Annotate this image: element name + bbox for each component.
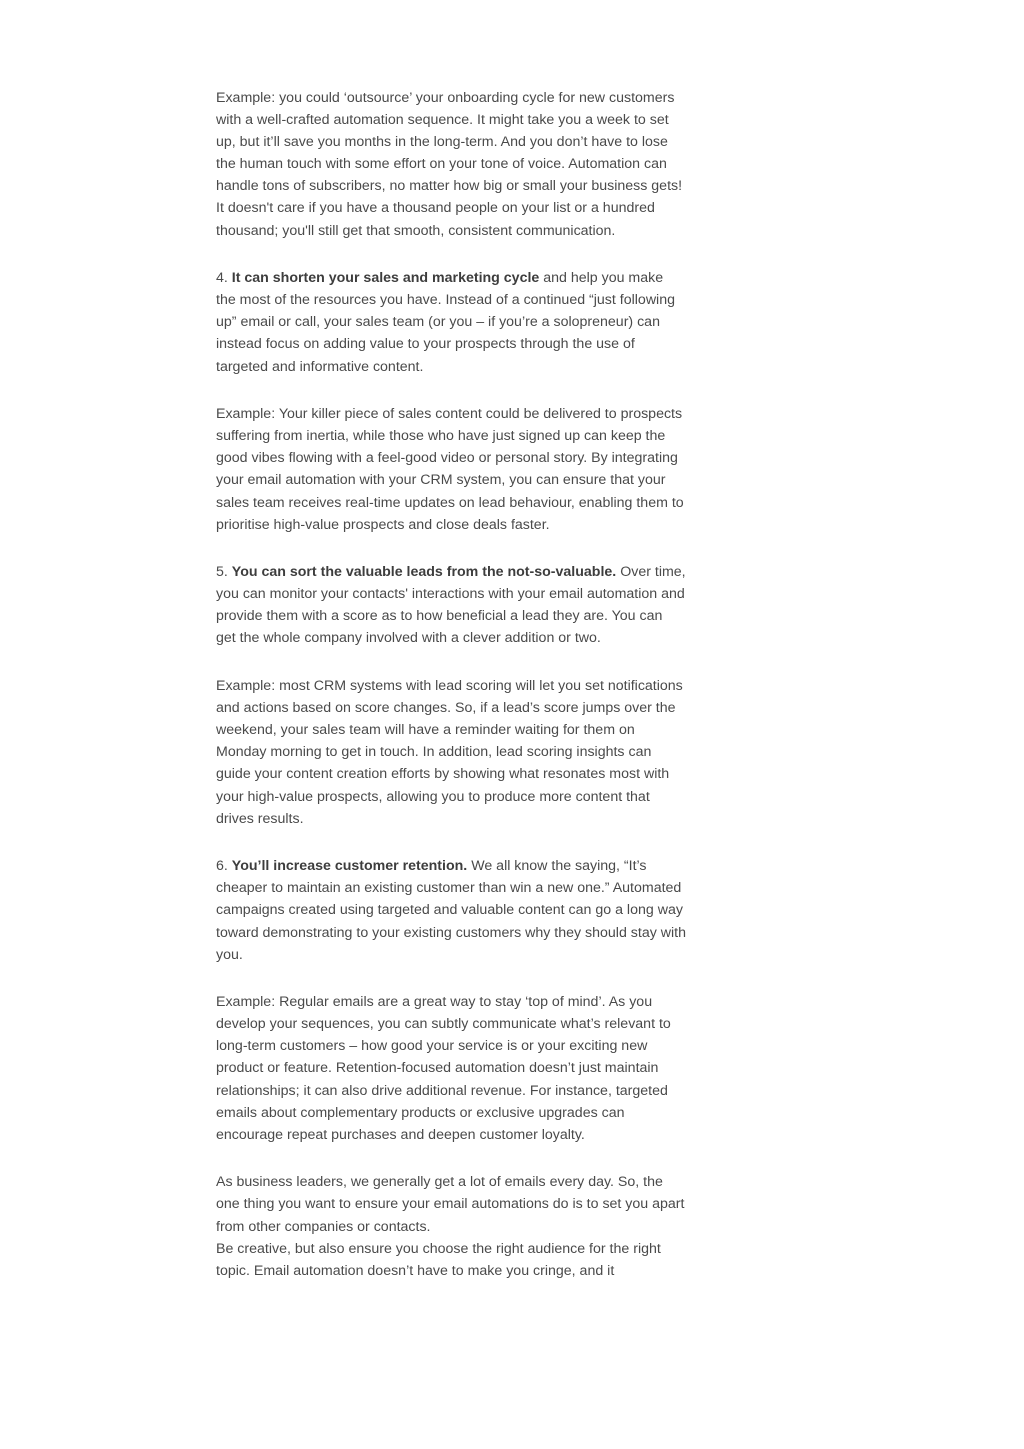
paragraph-retention-example (216, 991, 686, 1146)
paragraph-point-4 (216, 267, 686, 377)
list-number: 4. (216, 270, 232, 287)
document-body (216, 87, 686, 1282)
list-number: 6. (216, 858, 232, 875)
paragraph-text: Example: you could ‘outsource’ your onboarding cycle for new customers with a well-crafted automation sequence. It might take you a week to set up, but it’ll save you months in the long-term. And you don’t have to lose the human touch with some effort on your tone of voice. Automation can handle tons of subscribers, no matter how big or small your business gets! It doesn't care if you have a thousand people on your list or a hundred thousand; you'll still get that smooth, consistent communication. (216, 90, 683, 239)
paragraph-text: Over time, you can monitor your contacts' interactions with your email automation and provide them with a score as to how beneficial a lead they are. You can get the whole company involved with a clever addition or two. (216, 564, 686, 647)
point-heading: You can sort the valuable leads from the not-so-valuable. (231, 564, 617, 581)
paragraph-text: As business leaders, we generally get a lot of emails every day. So, the one thing you want to ensure your email automations do is to set you apart from other companies or contacts. (216, 1174, 685, 1235)
paragraph-business-leaders (216, 1171, 686, 1237)
point-heading: It can shorten your sales and marketing cycle (231, 270, 540, 287)
paragraph-onboarding-example (216, 87, 686, 242)
paragraph-lead-scoring-example (216, 675, 686, 830)
paragraph-be-creative (216, 1238, 686, 1282)
list-number: 5. (216, 564, 232, 581)
paragraph-text: Example: Your killer piece of sales content could be delivered to prospects suffering from inertia, while those who have just signed up can keep the good vibes flowing with a feel-good video or personal story. By integrating your email automation with your CRM system, you can ensure that your sales team receives real-time updates on lead behaviour, enabling them to prioritise high-value prospects and close deals faster. (216, 406, 684, 533)
paragraph-text: Example: most CRM systems with lead scoring will let you set notifications and actions based on score changes. So, if a lead’s score jumps over the weekend, your sales team will have a reminder waiting for them on Monday morning to get in touch. In addition, lead scoring insights can guide your content creation efforts by showing what resonates most with your high-value prospects, allowing you to produce more content that drives results. (216, 678, 683, 827)
point-heading: You’ll increase customer retention. (231, 858, 468, 875)
paragraph-point-6 (216, 855, 686, 965)
paragraph-text: Be creative, but also ensure you choose the right audience for the right topic. Email automation doesn’t have to make you cringe, and it (216, 1240, 661, 1279)
paragraph-sales-example (216, 403, 686, 536)
paragraph-text: and help you make the most of the resources you have. Instead of a continued “just following up” email or call, your sales team (or you – if you’re a solopreneur) can instead focus on adding value to your prospects through the use of targeted and informative content. (216, 270, 675, 375)
paragraph-point-5 (216, 561, 686, 649)
paragraph-text: Example: Regular emails are a great way to stay ‘top of mind’. As you develop your sequences, you can subtly communicate what’s relevant to long-term customers – how good your service is or your exciting new product or feature. Retention-focused automation doesn’t just maintain relationships; it can also drive additional revenue. For instance, targeted emails about complementary products or exclusive upgrades can encourage repeat purchases and deepen customer loyalty. (216, 994, 671, 1143)
paragraph-text: We all know the saying, “It’s cheaper to maintain an existing customer than win a new one.” Automated campaigns created using targeted and valuable content can go a long way toward demonstrating to your existing customers why they should stay with you. (216, 858, 686, 963)
